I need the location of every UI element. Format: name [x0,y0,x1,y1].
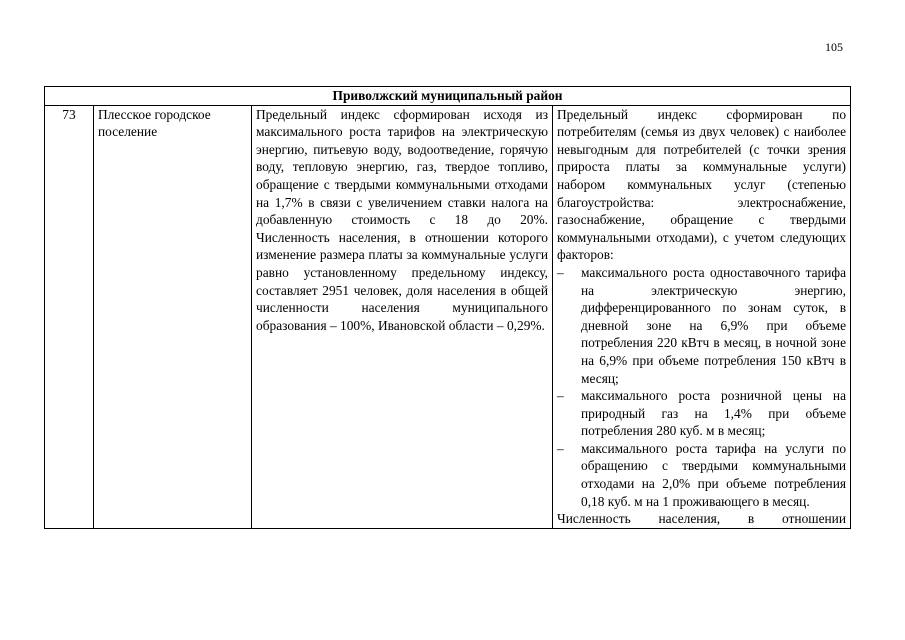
list-item [557,264,846,387]
tariff-table [44,86,851,529]
dash-marker: – [557,440,564,456]
factors-list [557,264,846,510]
list-item [557,440,846,510]
dash-marker: – [557,264,564,280]
population-tail-text: Численность населения, в отношении [557,511,847,527]
table-row [45,105,851,528]
population-paragraph: Численность населения, в отношении которого изменение размера платы за коммунальные услуги равно установленному предельному индексу, составляет 2951 человек, доля населения в общей численности населения муниципального образования – 100%, Ивановской области – 0,29%. [256,229,548,333]
region-header-row [45,87,851,106]
consumer-basis-cell [553,105,851,528]
factor-text: максимального роста розничной цены на природный газ на 1,4% при объеме потребления 280 куб. м в месяц; [581,388,847,439]
region-title: Приволжский муниципальный район [45,87,851,106]
settlement-name: Плесское городское поселение [94,105,252,528]
index-basis-cell [252,105,553,528]
dash-marker: – [557,388,564,404]
factor-text: максимального роста одноставочного тарифа на электрическую энергию, дифференцированного по зонам суток, в дневной зоне на 6,9% при объеме потребления 220 кВтч в месяц, в ночной зоне на 6,9% при объеме потребления 150 кВтч в месяц; [581,264,847,386]
factor-text: максимального роста тарифа на услуги по обращению с твердыми коммунальными отходами на 2,0% при объеме потребления 0,18 куб. м на 1 проживающего в месяц. [581,440,847,509]
page-number: 105 [825,40,843,54]
index-basis-paragraph: Предельный индекс сформирован исходя из максимального роста тарифов на электрическую энергию, питьевую воду, водоотведение, горячую воду, тепловую энергию, газ, твердое топливо, обращение с твердыми коммунальными отходами на 1,7% в связи с увеличением ставки налога на добавленную стоимость с 18 до 20%. [256,106,548,228]
row-number: 73 [45,105,94,528]
consumer-intro-paragraph: Предельный индекс сформирован по потребителям (семья из двух человек) с наиболее невыгодным для потребителей (с точки зрения прироста платы за коммунальные услуги) набором коммунальных услуг (степенью благоустройства: электроснабжение, газоснабжение, обращение с твердыми коммунальными отходами), с учетом следующих факторов: [557,106,847,263]
list-item [557,387,846,440]
